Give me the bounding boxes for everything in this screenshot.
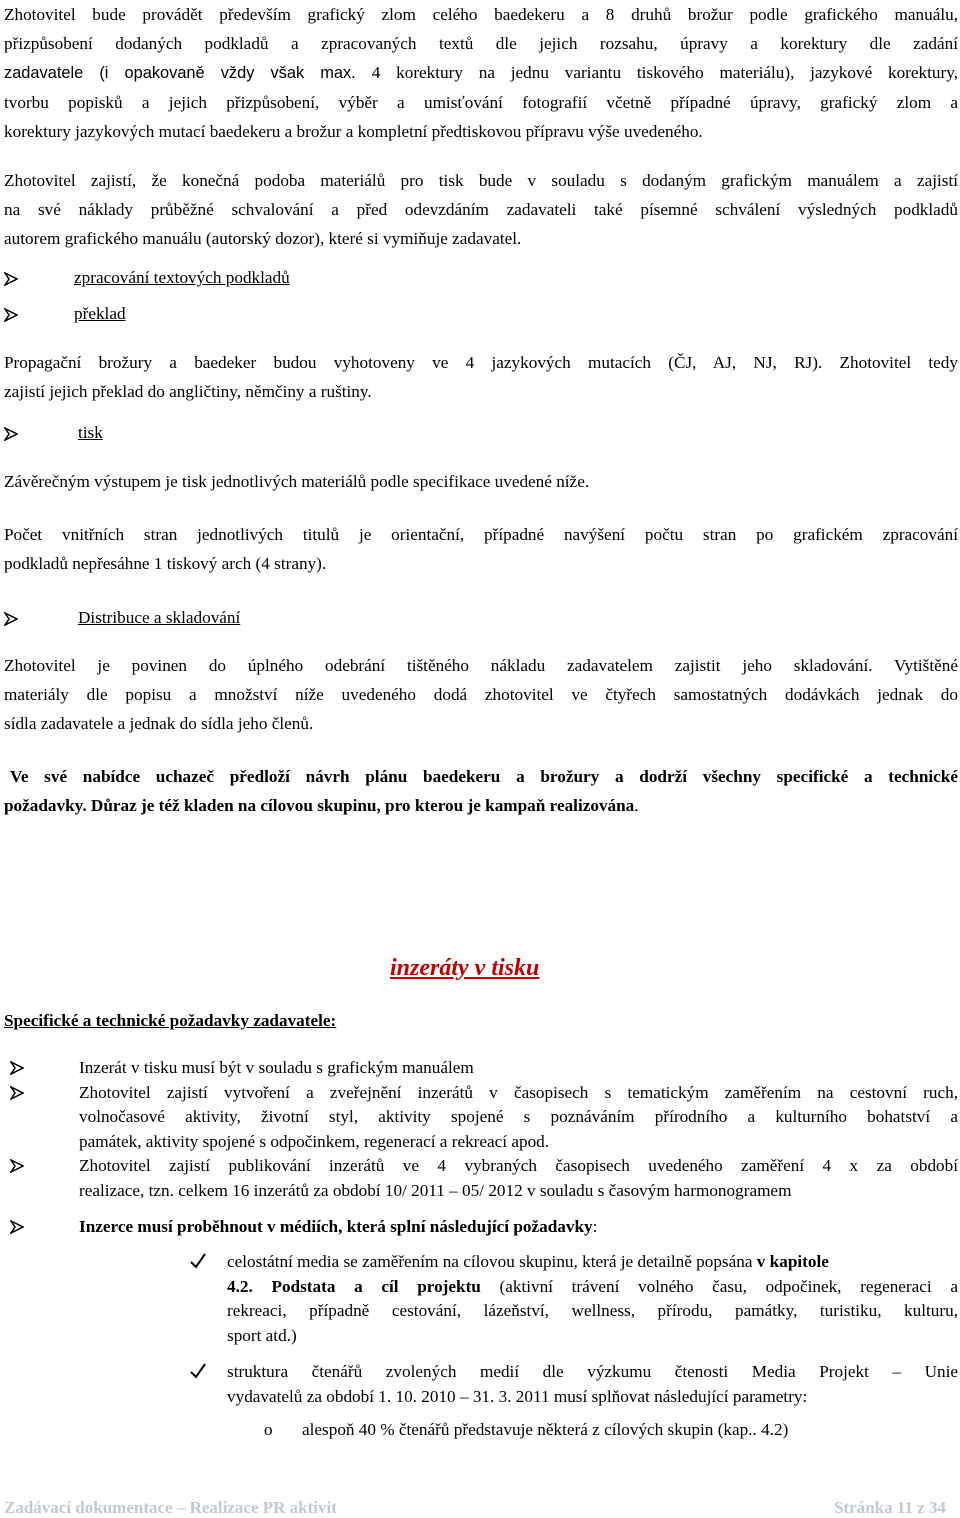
text-line: struktura čtenářů zvolených medií dle výzkumu čtenosti Media Projekt – Unie: [227, 1362, 958, 1381]
circle-bullet-icon: o: [264, 1420, 273, 1439]
text-fragment: celostátní media se zaměřením na cílovou skupinu, která je detailně popsána: [227, 1252, 757, 1271]
media-requirements: [4, 1250, 958, 1409]
requirement-item: [4, 1154, 958, 1203]
checkmark-icon: [190, 1252, 206, 1277]
text-line: Závěrečným výstupem je tisk jednotlivých materiálů podle specifikace uvedené níže.: [4, 472, 590, 491]
text-line: Zhotovitel zajistí, že konečná podoba materiálů pro tisk bude v souladu s dodaným grafickým manuálem a zajistí: [4, 171, 958, 190]
text-fragment-bold: 4.2. Podstata a cíl projektu: [227, 1276, 481, 1296]
text-line: korektury jazykových mutací baedekeru a brožur a kompletní předtiskovou přípravu výše uvedeného.: [4, 122, 703, 141]
requirement-item: [4, 1056, 958, 1081]
paragraph-storage: [4, 651, 958, 738]
paragraph-page-count: [4, 520, 958, 578]
text-line: přizpůsobení dodaných podkladů a zpracovaných textů dle jejich rozsahu, úpravy a korektury dle zadání: [4, 34, 958, 53]
text-line: Ve své nabídce uchazeč předloží návrh plánu baedekeru a brožury a dodrží všechny specifické a technické: [10, 767, 958, 786]
footer-page-number: Stránka 11 z 34: [834, 1498, 946, 1517]
paragraph-language-versions: [4, 348, 958, 406]
text-line: památek, aktivity spojené s odpočinkem, regenerací a rekreací apod.: [79, 1131, 550, 1151]
text-line: zajistí jejich překlad do angličtiny, němčiny a ruštiny.: [4, 382, 372, 401]
text-fragment-bold: v kapitole: [756, 1252, 829, 1271]
text-line: Zhotovitel je povinen do úplného odebrání tištěného nákladu zadavatelem zajistit jeho skladování. Vytištěné: [4, 656, 958, 675]
text-fragment: .: [634, 796, 639, 815]
text-line: Počet vnitřních stran jednotlivých titulů je orientační, případné navýšení počtu stran po grafickém zpracování: [4, 525, 958, 544]
bullet-translation: [4, 299, 126, 329]
text-line: materiály dle popisu a množství níže uvedeného dodá zhotovitel ve čtyřech samostatných dodávkách jednak do: [4, 685, 958, 704]
text-line: Zhotovitel bude provádět především grafický zlom celého baedekeru a 8 druhů brožur podle grafického manuálu,: [4, 5, 958, 24]
text-fragment-bold: Inzerce musí proběhnout v médiích, která splní následující požadavky: [79, 1217, 593, 1236]
text-line: [227, 1275, 958, 1300]
sub-bullet-text: alespoň 40 % čtenářů představuje některá z cílových skupin (kap.. 4.2): [302, 1420, 789, 1439]
bullet-text-processing: [4, 263, 290, 293]
text-line: volnočasové aktivity, životní styl, aktivity spojené s poznáváním přírodního a kulturního bohatství a: [79, 1107, 958, 1126]
arrowhead-bullet-icon: [10, 1159, 24, 1173]
checkmark-icon: [190, 1362, 206, 1387]
arrowhead-bullet-icon: [4, 272, 18, 286]
bullet-label: zpracování textových podkladů: [74, 268, 290, 287]
check-item: [4, 1250, 958, 1348]
paragraph-final-output: [4, 467, 958, 496]
sub-bullet-item: [264, 1418, 788, 1442]
text-line: tvorbu popisků a jejich přizpůsobení, výběr a umisťování fotografií včetně případné úpravy, grafický zlom a: [4, 93, 958, 112]
paragraph-graphic-layout: [4, 0, 958, 146]
bullet-distribution: [4, 603, 240, 633]
text-fragment: 4 korektury na jednu variantu tiskového materiálu), jazykové korektury,: [371, 63, 958, 82]
text-line: Propagační brožury a baedeker budou vyhotoveny ve 4 jazykových mutacích (ČJ, AJ, NJ, RJ). Zhotovitel tedy: [4, 353, 958, 372]
arrowhead-bullet-icon: [10, 1086, 24, 1100]
text-line: rekreaci, případně cestování, lázeňství, wellness, přírodu, památky, turistiku, kulturu,: [227, 1301, 958, 1320]
requirement-item: [4, 1215, 958, 1240]
arrowhead-bullet-icon: [10, 1061, 24, 1075]
requirements-heading-text: Specifické a technické požadavky zadavatele:: [4, 1011, 337, 1030]
text-fragment-sans: zadavatele (i opakovaně vždy však max.: [4, 64, 372, 82]
text-line: [4, 58, 958, 88]
requirements-list: [4, 1056, 958, 1240]
bullet-label: Distribuce a skladování: [78, 608, 241, 627]
text-line: Zhotovitel zajistí publikování inzerátů ve 4 vybraných časopisech uvedeného zaměření 4 x za období: [79, 1156, 958, 1175]
section-heading: [390, 952, 539, 984]
text-fragment-bold: požadavky. Důraz je též kladen na cílovou skupinu, pro kterou je kampaň realizována: [4, 796, 635, 815]
text-line: [227, 1250, 958, 1275]
text-line: podkladů nepřesáhne 1 tiskový arch (4 strany).: [4, 554, 327, 573]
bullet-print: [4, 418, 103, 448]
section-heading-text: inzeráty v tisku: [390, 955, 540, 981]
bullet-label: překlad: [74, 304, 126, 323]
arrowhead-bullet-icon: [4, 308, 18, 322]
text-fragment: :: [592, 1217, 598, 1236]
bullet-label: tisk: [78, 423, 103, 442]
arrowhead-bullet-icon: [4, 612, 18, 626]
check-item: [4, 1360, 958, 1409]
text-line: autorem grafického manuálu (autorský dozor), které si vymiňuje zadavatel.: [4, 229, 522, 248]
text-fragment: (aktivní trávení volného času, odpočinek, regeneraci a: [480, 1276, 958, 1296]
arrowhead-bullet-icon: [4, 427, 18, 441]
requirement-item: [4, 1081, 958, 1155]
paragraph-offer-requirements: [4, 762, 958, 820]
footer-document-title: Zadávací dokumentace – Realizace PR aktivit: [4, 1498, 337, 1517]
text-line: sport atd.): [227, 1325, 297, 1345]
text-line: [4, 791, 958, 820]
text-line: realizace, tzn. celkem 16 inzerátů za období 10/ 2011 – 05/ 2012 v souladu s časovým harmonogramem: [79, 1180, 792, 1200]
text-line: na své náklady průběžné schvalování a před odevzdáním zadavateli také písemné schválení výsledných podkladů: [4, 200, 958, 219]
text-line: Zhotovitel zajistí vytvoření a zveřejnění inzerátů v časopisech s tematickým zaměřením na cestovní ruch,: [79, 1082, 958, 1102]
text-line: Inzerát v tisku musí být v souladu s grafickým manuálem: [79, 1058, 474, 1077]
paragraph-approval: [4, 166, 958, 253]
text-line: sídla zadavatele a jednak do sídla jeho členů.: [4, 714, 314, 733]
text-line: vydavatelů za období 1. 10. 2010 – 31. 3. 2011 musí splňovat následující parametry:: [227, 1386, 808, 1406]
arrowhead-bullet-icon: [10, 1220, 24, 1234]
text-line: [79, 1215, 958, 1240]
requirements-heading: [4, 1006, 336, 1036]
